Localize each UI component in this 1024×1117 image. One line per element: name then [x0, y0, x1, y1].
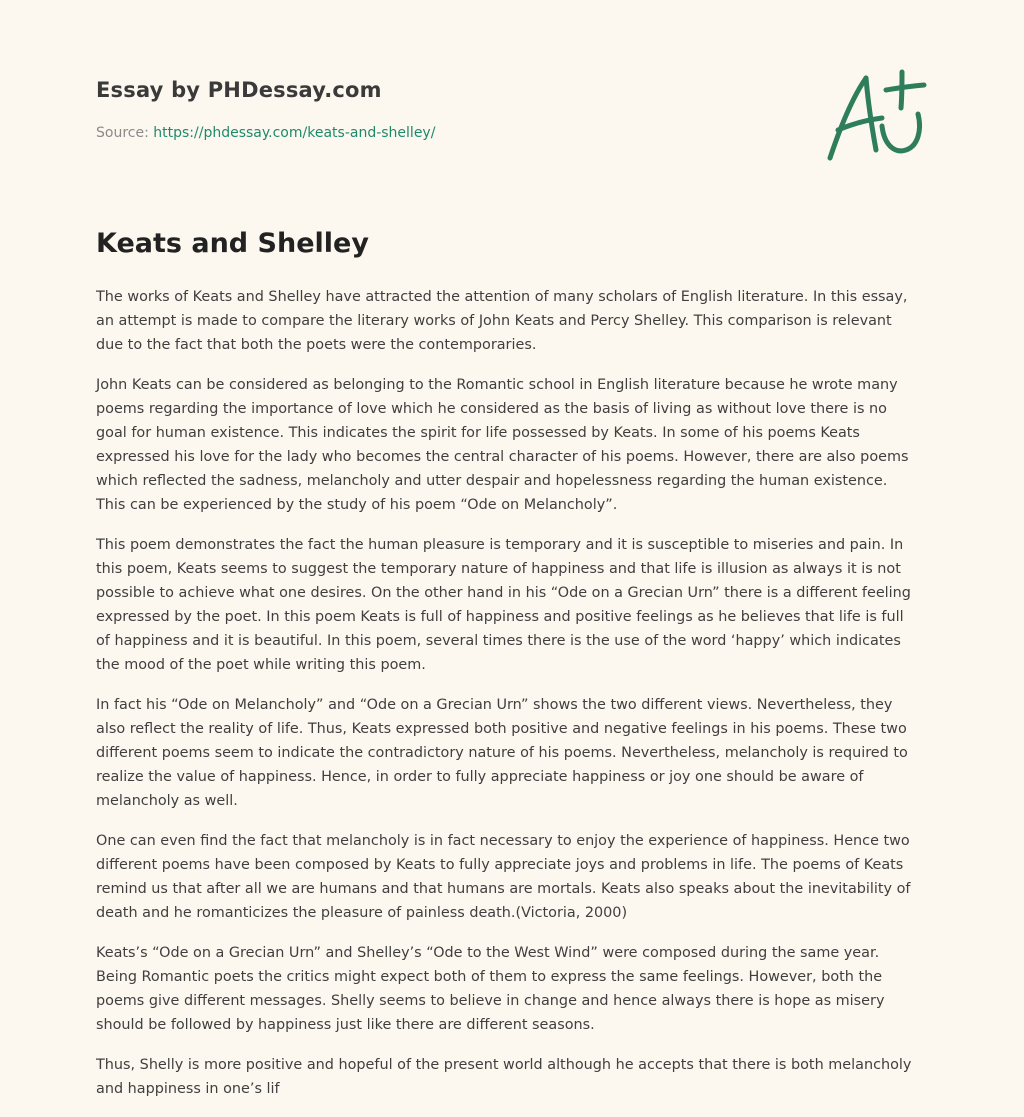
site-title: Essay by PHDessay.com [96, 78, 382, 102]
paragraph-line: also reflect the reality of life. Thus, Keats expressed both positive and negative feelings in his poems. These two [96, 721, 907, 737]
source-line [96, 124, 435, 142]
paragraph-line: different poems have been composed by Keats to fully appreciate joys and problems in life. The poems of Keats [96, 857, 904, 873]
paragraph-line: This poem demonstrates the fact the human pleasure is temporary and it is susceptible to miseries and pain. In [96, 537, 904, 553]
paragraph-line: which reflected the sadness, melancholy and utter despair and hopelessness regarding the human existence. [96, 473, 888, 489]
paragraph-line: Being Romantic poets the critics might expect both of them to express the same feelings. However, both the [96, 969, 883, 985]
essay-paragraph [96, 373, 936, 517]
paragraph-line: goal for human existence. This indicates the spirit for life possessed by Keats. In some of his poems Keats [96, 425, 860, 441]
paragraph-line: the mood of the poet while writing this poem. [96, 657, 426, 673]
paragraph-line: this poem, Keats seems to suggest the temporary nature of happiness and that life is illusion as always it is not [96, 561, 901, 577]
paragraph-line: due to the fact that both the poets were the contemporaries. [96, 337, 537, 353]
paragraph-line: One can even find the fact that melancholy is in fact necessary to enjoy the experience of happiness. Hence two [96, 833, 910, 849]
essay-paragraph [96, 941, 936, 1037]
source-label: Source: [96, 125, 154, 141]
essay-paragraph [96, 693, 936, 813]
source-link[interactable]: https://phdessay.com/keats-and-shelley/ [153, 125, 436, 141]
paragraph-line: melancholy as well. [96, 793, 238, 809]
essay-body [96, 285, 936, 1117]
paragraph-line: should be followed by happiness just like there are different seasons. [96, 1017, 595, 1033]
paragraph-line: In fact his “Ode on Melancholy” and “Ode on a Grecian Urn” shows the two different views. Nevertheless, they [96, 697, 893, 713]
paragraph-line: different poems seem to indicate the contradictory nature of his poems. Nevertheless, melancholy is required to [96, 745, 908, 761]
paragraph-line: poems regarding the importance of love which he considered as the basis of living as without love there is no [96, 401, 887, 417]
paragraph-line: death and he romanticizes the pleasure of painless death.(Victoria, 2000) [96, 905, 628, 921]
paragraph-line: expressed his love for the lady who becomes the central character of his poems. However, there are also poems [96, 449, 909, 465]
paragraph-line: an attempt is made to compare the literary works of John Keats and Percy Shelley. This comparison is relevant [96, 313, 892, 329]
essay-title: Keats and Shelley [96, 228, 369, 259]
paragraph-line: possible to achieve what one desires. On the other hand in his “Ode on a Grecian Urn” there is a different feeling [96, 585, 911, 601]
paragraph-line: John Keats can be considered as belonging to the Romantic school in English literature because he wrote many [96, 377, 898, 393]
essay-paragraph [96, 285, 936, 357]
paragraph-line: poems give different messages. Shelly seems to believe in change and hence always there is hope as misery [96, 993, 885, 1009]
paragraph-line: The works of Keats and Shelley have attracted the attention of many scholars of English literature. In this essay, [96, 289, 908, 305]
paragraph-line: This can be experienced by the study of his poem “Ode on Melancholy”. [96, 497, 618, 513]
a-plus-grade-icon [822, 68, 928, 164]
paragraph-line: realize the value of happiness. Hence, in order to fully appreciate happiness or joy one should be aware of [96, 769, 864, 785]
paragraph-line: remind us that after all we are humans and that humans are mortals. Keats also speaks about the inevitability of [96, 881, 911, 897]
paragraph-line: Thus, Shelly is more positive and hopeful of the present world although he accepts that there is both melancholy [96, 1057, 912, 1073]
essay-paragraph [96, 533, 936, 677]
essay-paragraph [96, 829, 936, 925]
essay-paragraph [96, 1053, 936, 1101]
paragraph-line: of happiness and it is beautiful. In this poem, several times there is the use of the word ‘happy’ which indicates [96, 633, 901, 649]
paragraph-line: and happiness in one’s lif [96, 1081, 280, 1097]
paragraph-line: Keats’s “Ode on a Grecian Urn” and Shelley’s “Ode to the West Wind” were composed during the same year. [96, 945, 880, 961]
paragraph-line: expressed by the poet. In this poem Keats is full of happiness and positive feelings as he believes that life is full [96, 609, 904, 625]
